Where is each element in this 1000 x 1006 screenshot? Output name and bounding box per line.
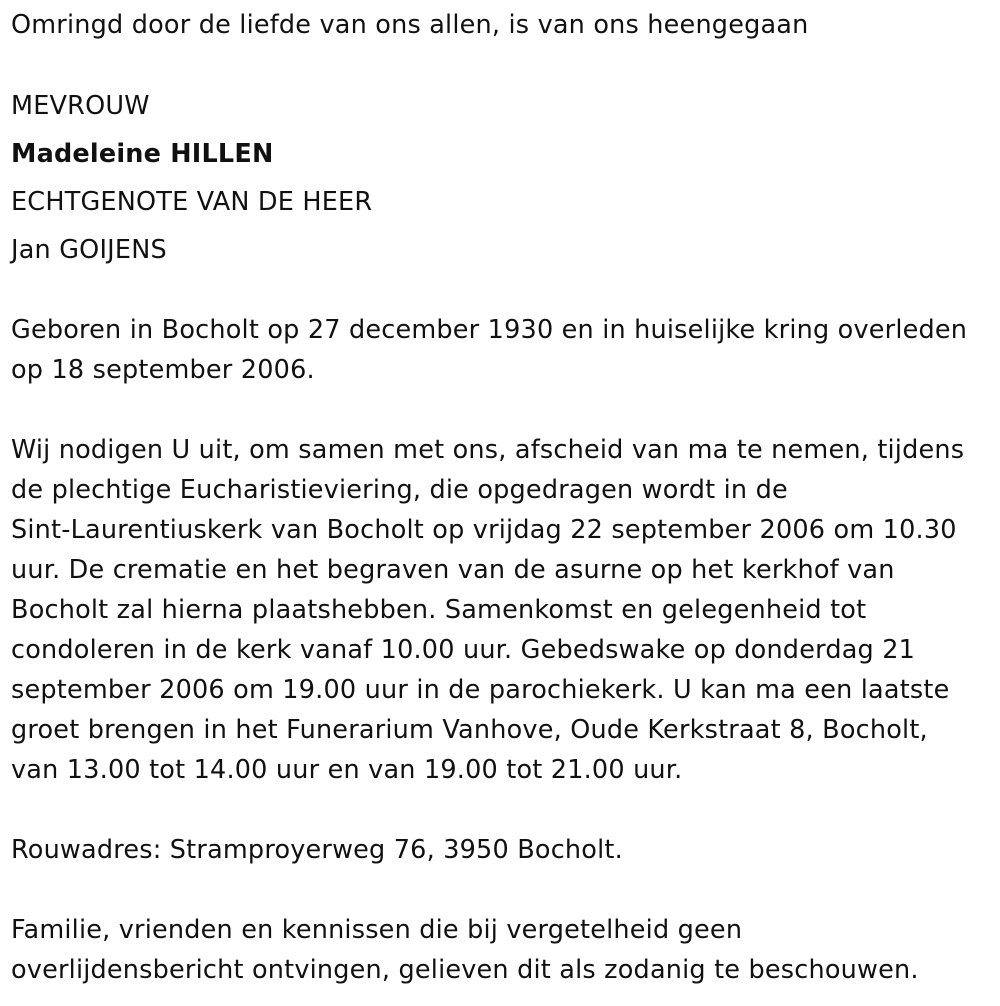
invitation-line: Wij nodigen U uit, om samen met ons, afscheid van ma te nemen, tijdens xyxy=(11,435,965,465)
spouse-name: Jan GOIJENS xyxy=(11,235,167,265)
mourning-address: Rouwadres: Stramproyerweg 76, 3950 Bocholt. xyxy=(11,835,623,865)
birth-death-line: Geboren in Bocholt op 27 december 1930 en in huiselijke kring overleden xyxy=(11,315,968,345)
invitation-line: Sint-Laurentiuskerk van Bocholt op vrijdag 22 september 2006 om 10.30 xyxy=(11,515,957,545)
invitation-line: september 2006 om 19.00 uur in de parochiekerk. U kan ma een laatste xyxy=(11,675,950,705)
deceased-name: Madeleine HILLEN xyxy=(11,139,274,169)
closing-line: overlijdensbericht ontvingen, gelieven dit als zodanig te beschouwen. xyxy=(11,955,919,985)
birth-death-line: op 18 september 2006. xyxy=(11,355,315,385)
invitation-line: Bocholt zal hierna plaatshebben. Samenkomst en gelegenheid tot xyxy=(11,595,867,625)
invitation-line: uur. De crematie en het begraven van de asurne op het kerkhof van xyxy=(11,555,895,585)
invitation-line: groet brengen in het Funerarium Vanhove, Oude Kerkstraat 8, Bocholt, xyxy=(11,715,928,745)
invitation-line: condoleren in de kerk vanaf 10.00 uur. Gebedswake op donderdag 21 xyxy=(11,635,916,665)
invitation-line: de plechtige Eucharistieviering, die opgedragen wordt in de xyxy=(11,475,788,505)
title-prefix: MEVROUW xyxy=(11,91,150,121)
intro-line: Omringd door de liefde van ons allen, is van ons heengegaan xyxy=(11,10,809,40)
relation-line: ECHTGENOTE VAN DE HEER xyxy=(11,187,373,217)
invitation-line: van 13.00 tot 14.00 uur en van 19.00 tot 21.00 uur. xyxy=(11,755,683,785)
closing-line: Familie, vrienden en kennissen die bij vergetelheid geen xyxy=(11,915,743,945)
